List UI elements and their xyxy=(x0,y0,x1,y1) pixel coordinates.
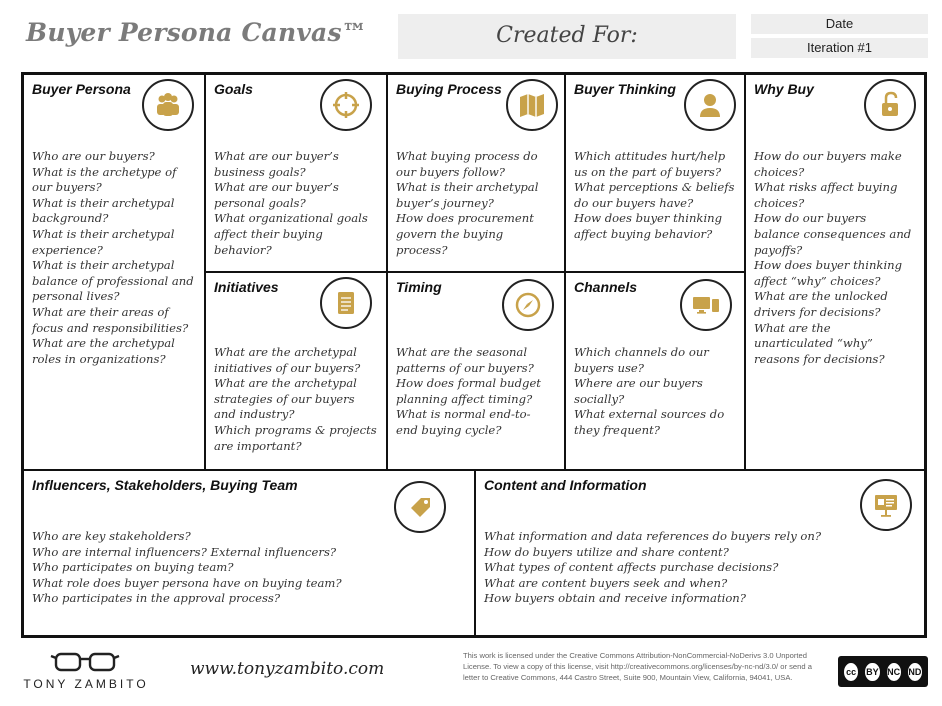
question-list xyxy=(754,149,918,367)
question-line: What are our buyer’s xyxy=(214,149,339,163)
question-line: What are content buyers seek and when? xyxy=(484,575,728,590)
question-list xyxy=(32,529,468,607)
cc-by-icon: BY xyxy=(863,661,881,683)
question-line: behavior? xyxy=(214,242,272,257)
question-line: Who are internal influencers? External influencers? xyxy=(32,544,337,559)
cell-content-information xyxy=(476,469,924,635)
question-list xyxy=(214,345,380,454)
question-line: What information and data references do buyers rely on? xyxy=(484,529,822,543)
creative-commons-badge[interactable] xyxy=(838,656,928,687)
question-line: choices? xyxy=(754,195,805,210)
question-line: Who participates on buying team? xyxy=(32,560,234,575)
question-line: balance of professional and xyxy=(32,273,194,288)
question-list xyxy=(396,149,558,258)
target-icon xyxy=(320,79,372,131)
question-line: What are our buyer’s xyxy=(214,180,339,195)
cell-title: Goals xyxy=(214,81,253,97)
question-line: What is their archetypal xyxy=(32,226,175,241)
question-line: business goals? xyxy=(214,164,306,179)
question-list xyxy=(32,149,198,367)
compass-icon xyxy=(502,279,554,331)
question-line: affect buying behavior? xyxy=(574,226,713,241)
cc-icon: cc xyxy=(842,661,860,683)
cell-title: Why Buy xyxy=(754,81,814,97)
question-line: govern the buying xyxy=(396,226,504,241)
question-line: What are their areas of xyxy=(32,304,169,319)
question-line: What organizational goals xyxy=(214,211,368,226)
question-list xyxy=(214,149,380,258)
cell-title: Channels xyxy=(574,279,638,295)
question-line: reasons for decisions? xyxy=(754,351,885,366)
question-line: Which attitudes hurt/help xyxy=(574,149,726,163)
cell-title: Buyer Persona xyxy=(32,81,131,97)
presentation-icon xyxy=(860,479,912,531)
question-line: patterns of our buyers? xyxy=(396,360,534,375)
cell-influencers xyxy=(24,469,476,635)
question-line: What role does buyer persona have on buying team? xyxy=(32,575,342,590)
question-line: balance consequences and xyxy=(754,226,912,241)
cell-initiatives xyxy=(206,273,388,469)
question-line: our buyers? xyxy=(32,180,102,195)
question-line: socially? xyxy=(574,391,625,406)
question-line: What is their archetypal xyxy=(32,258,175,273)
question-line: What are the unlocked xyxy=(754,289,888,304)
question-line: Where are our buyers xyxy=(574,376,703,391)
license-text: This work is licensed under the Creative Commons Attribution-NonCommercial-NoDerivs 3.0 Unported License. To view a copy of this license, visit http://creativecommons.org/licenses/by-nc-nd/3.0/ or send a letter to Creative Commons, 444 Castro Street, Suite 900, Mountain View, California, 94041, USA. xyxy=(463,651,812,682)
question-line: How does formal budget xyxy=(396,376,541,391)
cell-title: Timing xyxy=(396,279,442,295)
question-line: How do our buyers make xyxy=(754,149,902,163)
thinker-icon xyxy=(684,79,736,131)
question-line: Who are key stakeholders? xyxy=(32,529,191,543)
question-line: planning affect timing? xyxy=(396,391,533,406)
iteration-field[interactable]: Iteration #1 xyxy=(751,38,928,58)
question-line: and industry? xyxy=(214,407,295,422)
question-line: affect their buying xyxy=(214,226,323,241)
question-line: buyer’s journey? xyxy=(396,195,494,210)
question-line: What external sources do xyxy=(574,407,725,422)
question-line: payoffs? xyxy=(754,242,803,257)
question-line: choices? xyxy=(754,164,805,179)
cc-nd-icon: ND xyxy=(906,661,924,683)
question-line: affect “why” choices? xyxy=(754,273,881,288)
question-line: What are the archetypal xyxy=(32,336,175,351)
question-line: How buyers obtain and receive information? xyxy=(484,591,746,606)
question-list xyxy=(574,345,738,439)
cell-title: Buyer Thinking xyxy=(574,81,676,97)
question-line: strategies of our buyers xyxy=(214,391,355,406)
cell-title: Content and Information xyxy=(484,477,647,493)
question-list xyxy=(574,149,738,243)
question-line: What types of content affects purchase decisions? xyxy=(484,560,779,575)
question-line: How does buyer thinking xyxy=(574,211,723,226)
question-line: What perceptions & beliefs xyxy=(574,180,735,195)
question-line: What is the archetype of xyxy=(32,164,177,179)
cell-channels xyxy=(566,273,746,469)
question-list xyxy=(484,529,918,607)
cell-buying-process xyxy=(388,75,566,273)
brand-name: TONY ZAMBITO xyxy=(23,677,149,691)
question-line: How does buyer thinking xyxy=(754,258,903,273)
question-list xyxy=(396,345,558,439)
devices-icon xyxy=(680,279,732,331)
cc-nc-icon: NC xyxy=(885,661,903,683)
question-line: How do buyers utilize and share content? xyxy=(484,544,729,559)
question-line: Who participates in the approval process? xyxy=(32,591,281,606)
unlock-icon xyxy=(864,79,916,131)
cell-timing xyxy=(388,273,566,469)
created-for-box[interactable] xyxy=(398,14,736,59)
people-icon xyxy=(142,79,194,131)
question-line: How does procurement xyxy=(396,211,534,226)
question-line: What is normal end-to- xyxy=(396,407,531,422)
question-line: background? xyxy=(32,211,109,226)
question-line: our buyers follow? xyxy=(396,164,505,179)
question-line: How do our buyers xyxy=(754,211,867,226)
cell-buyer-thinking xyxy=(566,75,746,273)
question-line: What are the archetypal xyxy=(214,376,357,391)
cell-title: Buying Process xyxy=(396,81,502,97)
question-line: Which programs & projects xyxy=(214,422,377,437)
question-line: roles in organizations? xyxy=(32,351,166,366)
page-title: Buyer Persona Canvas™ xyxy=(26,18,367,47)
question-line: Who are our buyers? xyxy=(32,149,155,163)
question-line: buyers use? xyxy=(574,360,644,375)
question-line: personal lives? xyxy=(32,289,120,304)
created-for-label: Created For: xyxy=(496,23,638,48)
cell-why-buy xyxy=(746,75,924,469)
question-line: initiatives of our buyers? xyxy=(214,360,361,375)
question-line: are important? xyxy=(214,438,302,453)
cell-buyer-persona xyxy=(24,75,206,469)
question-line: Which channels do our xyxy=(574,345,709,359)
cell-goals xyxy=(206,75,388,273)
question-line: unarticulated “why” xyxy=(754,336,873,351)
question-line: What is their archetypal xyxy=(32,195,175,210)
cell-title: Initiatives xyxy=(214,279,279,295)
question-line: What are the seasonal xyxy=(396,345,528,359)
tag-icon xyxy=(394,481,446,533)
notepad-icon xyxy=(320,277,372,329)
question-line: us on the part of buyers? xyxy=(574,164,722,179)
question-line: they frequent? xyxy=(574,422,661,437)
question-line: What are the xyxy=(754,320,831,335)
question-line: process? xyxy=(396,242,448,257)
cell-title: Influencers, Stakeholders, Buying Team xyxy=(32,477,298,493)
question-line: end buying cycle? xyxy=(396,422,502,437)
question-line: experience? xyxy=(32,242,103,257)
question-line: What risks affect buying xyxy=(754,180,898,195)
question-line: personal goals? xyxy=(214,195,306,210)
question-line: What is their archetypal xyxy=(396,180,539,195)
date-field[interactable]: Date xyxy=(751,14,928,34)
website-link[interactable]: www.tonyzambito.com xyxy=(190,659,385,679)
question-line: do our buyers have? xyxy=(574,195,694,210)
canvas-grid xyxy=(21,72,927,638)
question-line: focus and responsibilities? xyxy=(32,320,189,335)
question-line: What buying process do xyxy=(396,149,538,163)
question-line: drivers for decisions? xyxy=(754,304,881,319)
map-icon xyxy=(506,79,558,131)
question-line: What are the archetypal xyxy=(214,345,357,359)
